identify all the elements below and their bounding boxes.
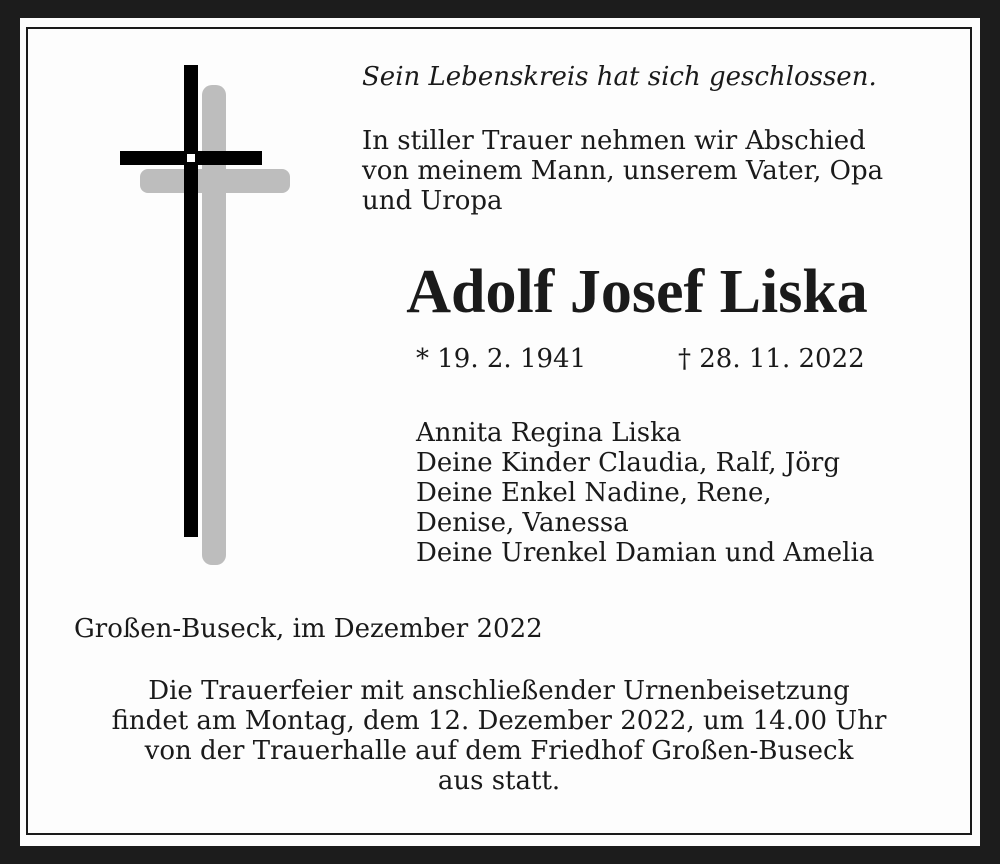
intro-line: In stiller Trauer nehmen wir Abschied: [362, 126, 866, 156]
family-line: Annita Regina Liska: [416, 418, 682, 448]
motto: Sein Lebenskreis hat sich geschlossen.: [362, 62, 877, 92]
ceremony-line: von der Trauerhalle auf dem Friedhof Großen-Buseck: [144, 736, 854, 766]
family-line: Deine Kinder Claudia, Ralf, Jörg: [416, 448, 840, 478]
ceremony-line: Die Trauerfeier mit anschließender Urnenbeisetzung: [148, 676, 850, 706]
intro-text: [362, 126, 883, 216]
family-line: Denise, Vanessa: [416, 508, 629, 538]
family-line: Deine Enkel Nadine, Rene,: [416, 478, 772, 508]
cross-shadow-horizontal: [140, 169, 290, 193]
family-list: [416, 418, 874, 568]
ceremony-info: [20, 676, 978, 796]
deceased-name: Adolf Josef Liska: [406, 258, 868, 326]
cross-center-highlight: [187, 154, 195, 162]
ceremony-line: aus statt.: [437, 766, 561, 796]
death-date: † 28. 11. 2022: [678, 344, 865, 374]
cross-icon: [120, 65, 290, 570]
intro-line: und Uropa: [362, 186, 503, 216]
cross-vertical-bar: [184, 65, 198, 537]
intro-line: von meinem Mann, unserem Vater, Opa: [362, 156, 884, 186]
family-line: Deine Urenkel Damian und Amelia: [416, 538, 875, 568]
ceremony-line: findet am Montag, dem 12. Dezember 2022, um 14.00 Uhr: [111, 706, 887, 736]
place-date: Großen-Buseck, im Dezember 2022: [74, 614, 543, 644]
obituary-card: [20, 18, 980, 846]
birth-date: * 19. 2. 1941: [416, 344, 587, 374]
